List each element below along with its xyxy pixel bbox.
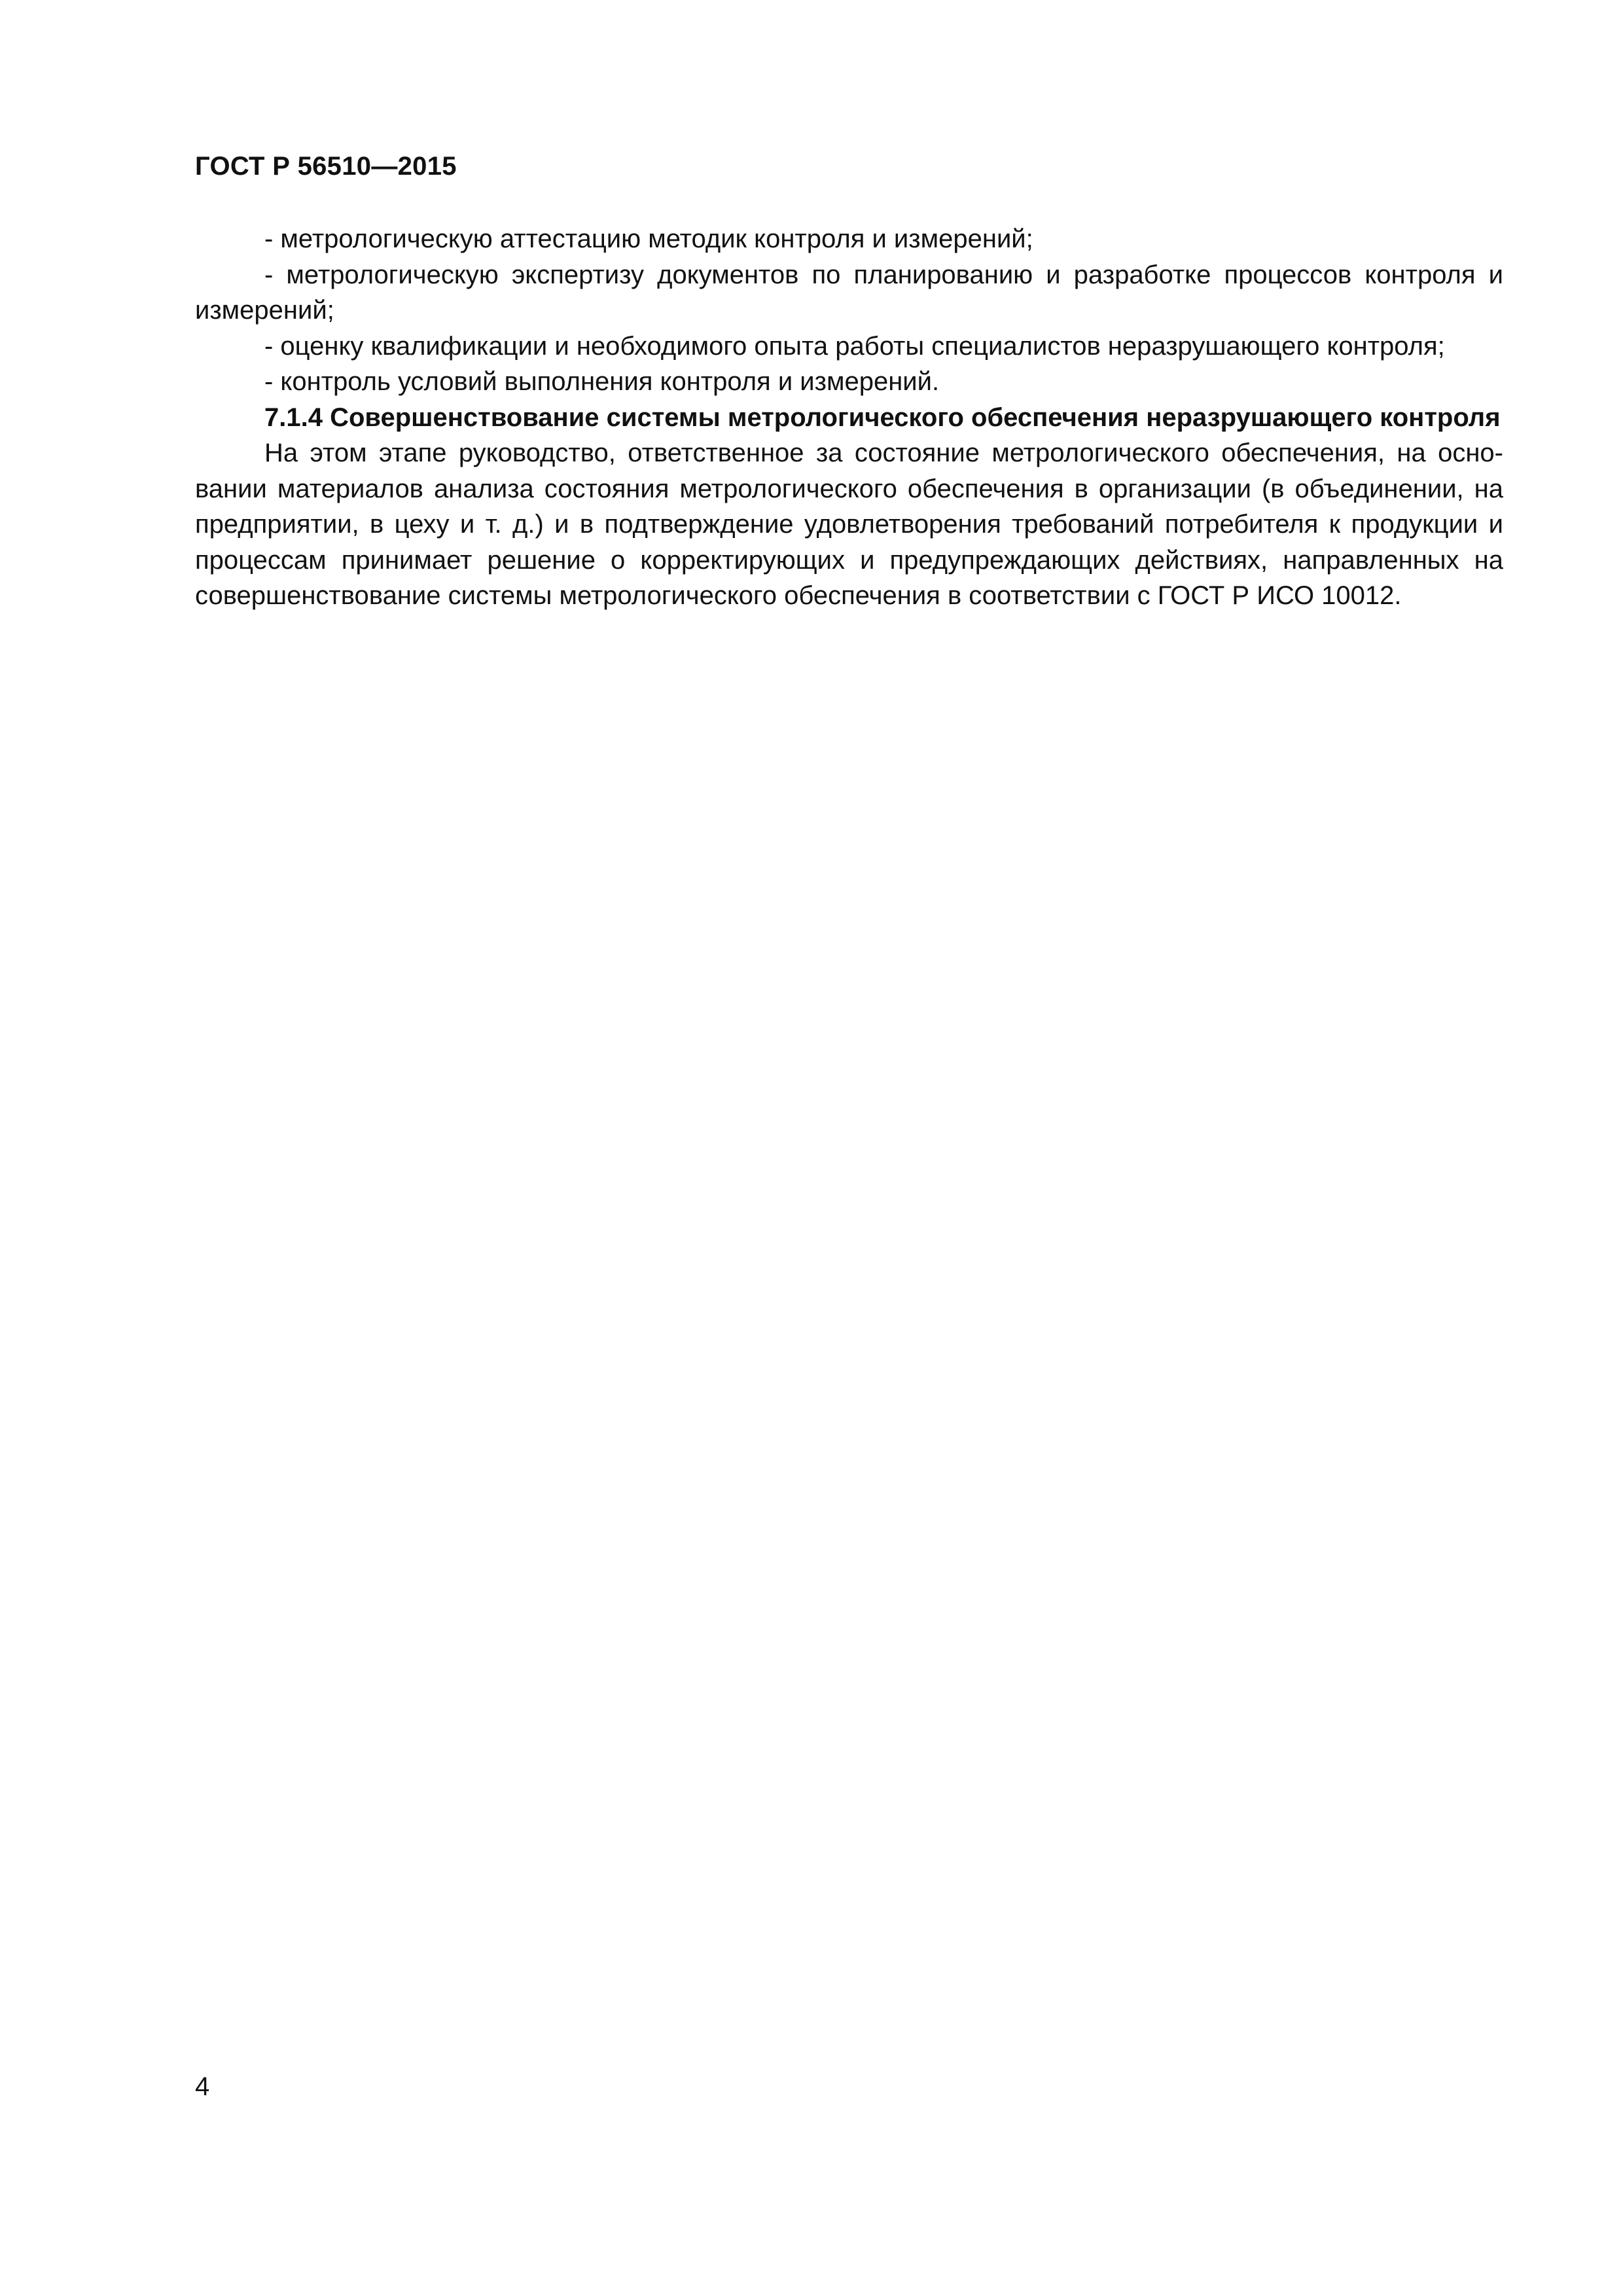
page-number: 4: [195, 2072, 210, 2101]
list-item-qualification: - оценку квалификации и необходимого опыта работы специалистов неразрушающего контроля;: [264, 331, 1445, 361]
list-item-expertise: - метрологическую экспертизу документов по планированию и разработке процессов контроля и измерений;: [195, 260, 1503, 325]
list-item-attestation: - метрологическую аттестацию методик контроля и измерений;: [264, 224, 1033, 253]
body-paragraph: На этом этапе руководство, ответственное за состояние метрологического обеспечения, на основании материалов анализа состояния метрологического обеспечения в организации (в объединении, на предприятии, в цеху и т. д.) и в подтверждение удовлетворения требований потребителя к продукции и процессам принимает решение о корректирующих и предупреждающих действиях, направленных на совершенствование системы метрологического обеспечения в соответствии с ГОСТ Р ИСО 10012.: [195, 439, 1503, 610]
section-heading-7-1-4: 7.1.4 Совершенствование системы метрологического обеспечения неразрушающего контроля: [264, 403, 1501, 432]
document-header-id: ГОСТ Р 56510—2015: [195, 152, 457, 181]
document-body: [195, 221, 1503, 614]
list-item-conditions-control: - контроль условий выполнения контроля и измерений.: [264, 367, 940, 396]
